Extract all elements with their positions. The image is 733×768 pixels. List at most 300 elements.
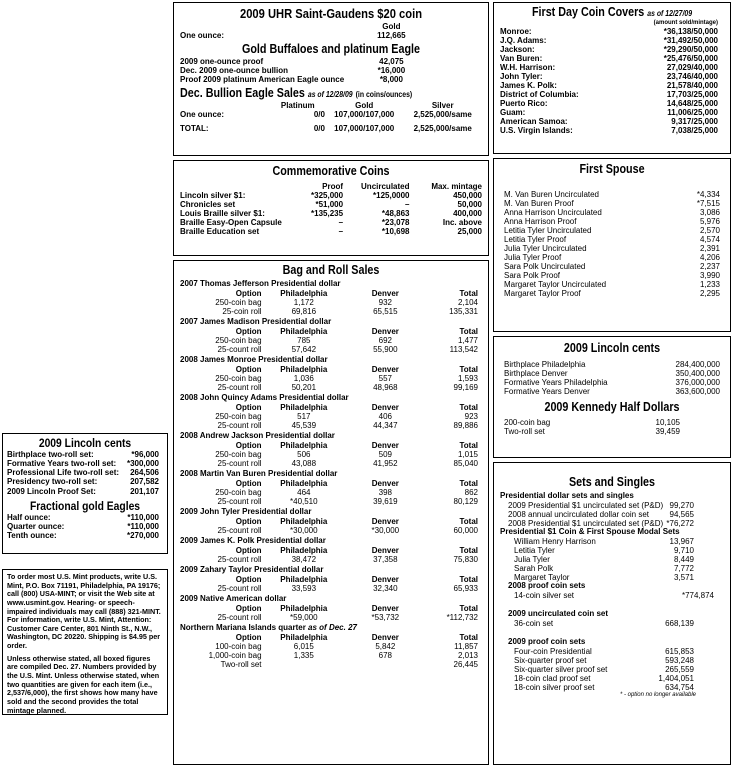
fdc-row-label: District of Columbia:	[500, 89, 579, 99]
fdc-row-value: 11,006/25,000	[667, 108, 718, 117]
lincoln-left-row	[7, 487, 163, 496]
spouse-row-value: 3,990	[699, 271, 720, 281]
sets-title: Sets and Singles	[568, 475, 656, 489]
fdc-asof: as of 12/27/09	[647, 9, 693, 18]
bag-header-denver: Denver	[371, 633, 399, 643]
buffalo-row-label: 2009 one-ounce proof	[180, 56, 264, 66]
bag-cell-philadelphia: 43,088	[291, 459, 317, 469]
bag-header-philadelphia: Philadelphia	[280, 365, 328, 375]
uhr-table	[180, 22, 482, 40]
sets-row	[500, 591, 724, 600]
bullion-row-gold: 107,000/107,000	[334, 123, 395, 133]
eagles-row-label: Half ounce:	[7, 512, 51, 522]
bag-section-table	[180, 403, 482, 430]
sets-pres-table	[500, 501, 724, 528]
commem-row-unc: *10,698	[381, 227, 410, 237]
bag-cell-philadelphia: 464	[297, 488, 311, 498]
fdc-row-value: *29,290/50,000	[663, 44, 718, 54]
bag-sections	[180, 280, 482, 669]
lincoln-row-label: Formative Years Denver	[504, 387, 590, 397]
bag-cell-denver: 678	[378, 651, 393, 661]
commem-row-proof: *51,000	[315, 200, 344, 210]
bag-cell-denver: *30,000	[371, 526, 400, 536]
bullion-row-gold: 107,000/107,000	[334, 109, 395, 119]
bag-cell-option: 25-count roll	[217, 383, 262, 393]
fdc-row-label: James K. Polk:	[500, 80, 557, 90]
bag-header-philadelphia: Philadelphia	[280, 403, 328, 413]
bag-section-title-text: 2008 John Quincy Adams Presidential dollar	[180, 393, 349, 403]
fdc-row-value: 23,746/40,000	[666, 71, 718, 81]
bag-section-title	[180, 537, 482, 546]
commem-row-max: 25,000	[457, 227, 482, 237]
bag-header-philadelphia: Philadelphia	[280, 604, 328, 614]
spouse-row-label: Letitia Tyler Uncirculated	[504, 226, 592, 236]
sets-unc09-table	[500, 619, 724, 628]
bag-cell-option: 25-count roll	[217, 459, 262, 469]
bullion-title	[180, 86, 440, 101]
commem-row-proof: –	[338, 218, 344, 228]
eagles-table	[7, 513, 163, 540]
bag-header-philadelphia: Philadelphia	[280, 479, 328, 489]
fdc-row-label: Monroe:	[500, 26, 532, 36]
commem-row-label: Louis Braille silver $1:	[180, 209, 265, 219]
fdc-row-label: Guam:	[500, 108, 526, 117]
sets-modal-table	[500, 537, 724, 582]
buffalo-row-value: *16,000	[377, 65, 406, 75]
fdc-row	[500, 117, 724, 126]
spouse-row-value: 5,976	[699, 217, 720, 227]
order-box	[2, 569, 168, 715]
spouse-row	[504, 190, 720, 199]
table-row	[180, 660, 482, 669]
sets-row	[500, 619, 724, 628]
bag-cell-total: 80,129	[453, 497, 478, 507]
bag-cell-philadelphia: 33,593	[291, 584, 317, 594]
bag-header-option: Option	[235, 604, 262, 614]
lincoln-row-value: 350,400,000	[675, 369, 720, 379]
bag-header-total: Total	[459, 403, 478, 413]
spouse-row-label: Anna Harrison Uncirculated	[504, 208, 602, 218]
commem-row-unc: –	[405, 200, 410, 210]
bag-header-denver: Denver	[371, 288, 399, 298]
kennedy-row	[504, 418, 720, 427]
bag-header-total: Total	[459, 479, 478, 489]
bag-header-row	[180, 517, 482, 526]
bag-section-table	[180, 441, 482, 468]
bag-section-title-text: 2009 James K. Polk Presidential dollar	[180, 536, 326, 546]
sets-row	[500, 537, 724, 546]
sets-row-label: Six-quarter silver proof set	[514, 665, 608, 675]
bag-section-title-text: 2007 James Madison Presidential dollar	[180, 317, 332, 327]
spouse-row-value: 2,570	[699, 226, 720, 236]
sets-proof09-head: 2009 proof coin sets	[508, 637, 586, 647]
spouse-row-value: 1,233	[699, 280, 720, 290]
bag-cell-total: 26,445	[453, 660, 478, 670]
commem-row-proof: *325,000	[311, 191, 344, 201]
commem-row-proof: *135,235	[311, 209, 344, 219]
bag-cell-option: Two-roll set	[220, 660, 262, 670]
bag-section-title-text: 2008 James Monroe Presidential dollar	[180, 355, 328, 365]
buffalo-row	[180, 66, 482, 75]
bullion-row-label: One ounce:	[180, 109, 225, 119]
table-row	[180, 642, 482, 651]
bullion-header-platinum: Platinum	[280, 100, 315, 110]
fdc-row	[500, 63, 724, 72]
bag-section-table	[180, 546, 482, 564]
table-row	[180, 459, 482, 468]
sets-row	[500, 674, 724, 683]
lincoln-row-value: 363,600,000	[675, 387, 720, 397]
bag-header-denver: Denver	[371, 441, 399, 451]
sets-row-label: Letitia Tyler	[514, 546, 555, 556]
bag-header-total: Total	[459, 327, 478, 336]
bag-cell-total: 113,542	[449, 345, 478, 355]
bag-cell-philadelphia: 45,539	[291, 421, 317, 431]
table-row	[180, 555, 482, 564]
sets-row-value: *774,874	[681, 591, 714, 601]
bag-cell-philadelphia: 517	[297, 412, 311, 422]
sets-row-value: 7,772	[673, 564, 694, 574]
bag-cell-option: 250-coin bag	[215, 297, 262, 307]
fdc-box	[493, 2, 731, 154]
bag-cell-total: 862	[464, 488, 478, 498]
sets-row-value: 94,565	[669, 509, 694, 519]
bag-cell-denver: 37,358	[373, 555, 398, 565]
bag-header-row	[180, 479, 482, 488]
kennedy-table	[504, 418, 720, 436]
bag-section-title	[180, 595, 482, 604]
spouse-row	[504, 280, 720, 289]
lincoln-left-row	[7, 477, 163, 486]
bag-header-philadelphia: Philadelphia	[280, 441, 328, 451]
buffalo-title: Gold Buffaloes and platinum Eagle	[242, 41, 420, 56]
bullion-asof: as of 12/28/09	[307, 89, 353, 99]
lincoln-left-row-label: Birthplace two-roll set:	[7, 450, 94, 460]
bag-header-total: Total	[459, 546, 478, 556]
bag-cell-total: 2,013	[457, 651, 478, 661]
sets-row	[500, 683, 724, 692]
bag-cell-denver: 398	[378, 488, 393, 498]
fdc-row	[500, 108, 724, 117]
bag-cell-philadelphia: *40,510	[290, 497, 318, 507]
bag-section-table	[180, 633, 482, 669]
bag-header-option: Option	[235, 288, 262, 298]
bag-cell-philadelphia: 57,642	[291, 345, 317, 355]
table-row	[180, 412, 482, 421]
bag-header-row	[180, 441, 482, 450]
sets-row	[500, 546, 724, 555]
fdc-row	[500, 72, 724, 81]
spouse-row	[504, 271, 720, 280]
sets-row-label: 18-coin clad proof set	[514, 674, 591, 684]
commem-title: Commemorative Coins	[272, 164, 390, 178]
lincoln-left-row-value: *96,000	[131, 450, 159, 460]
sets-row-label: 2009 Presidential $1 uncirculated set (P&D)	[508, 500, 664, 510]
lincoln-row	[504, 369, 720, 378]
bag-cell-philadelphia: 506	[297, 450, 311, 460]
lincoln-row-value: 284,400,000	[675, 360, 720, 369]
sets-row-value: 634,754	[665, 683, 694, 693]
lincoln-left-box	[2, 433, 168, 554]
bag-cell-total: 65,933	[453, 584, 478, 594]
commem-header-max: Max. mintage	[431, 182, 482, 191]
bag-cell-philadelphia: *59,000	[290, 613, 318, 623]
bag-header-denver: Denver	[371, 327, 399, 336]
bag-cell-denver: *53,732	[371, 613, 400, 623]
commem-row-unc: *23,078	[381, 218, 410, 228]
table-row	[180, 298, 482, 307]
bullion-header-silver: Silver	[431, 100, 454, 110]
commem-row	[180, 227, 482, 236]
sets-row-label: William Henry Harrison	[514, 537, 596, 546]
bag-header-option: Option	[235, 575, 262, 585]
lincoln-left-row-value: 207,582	[130, 477, 159, 487]
bag-header-row	[180, 604, 482, 613]
bag-header-option: Option	[235, 633, 262, 643]
bag-header-philadelphia: Philadelphia	[280, 546, 328, 556]
bag-section-title	[180, 280, 482, 289]
fdc-row-value: 27,029/40,000	[666, 62, 718, 72]
bag-cell-denver: 509	[378, 450, 393, 460]
lincoln-left-row	[7, 468, 163, 477]
bag-cell-philadelphia: 50,201	[291, 383, 317, 393]
table-row	[180, 450, 482, 459]
bag-section-title	[180, 318, 482, 327]
table-row	[180, 345, 482, 354]
bag-cell-denver: 39,619	[373, 497, 398, 507]
fdc-row	[500, 54, 724, 63]
bag-header-total: Total	[459, 604, 478, 614]
sets-row-value: 13,967	[669, 537, 694, 546]
bag-header-option: Option	[235, 327, 262, 336]
fdc-row	[500, 99, 724, 108]
spouse-box	[493, 158, 731, 332]
lincoln-left-table	[7, 450, 163, 495]
fdc-row-label: W.H. Harrison:	[500, 62, 556, 72]
commem-row	[180, 209, 482, 218]
bag-section-title-text: 2009 John Tyler Presidential dollar	[180, 507, 312, 517]
bag-header-total: Total	[459, 365, 478, 375]
bag-header-row	[180, 289, 482, 298]
bag-section-table	[180, 289, 482, 316]
commem-row-label: Braille Education set	[180, 227, 260, 237]
bag-section-table	[180, 365, 482, 392]
bag-cell-philadelphia: *30,000	[290, 526, 318, 536]
bag-cell-total: 11,857	[454, 642, 478, 652]
bag-cell-total: 89,886	[453, 421, 478, 431]
bag-section-table	[180, 517, 482, 535]
sets-row	[500, 555, 724, 564]
spouse-row-label: M. Van Buren Uncirculated	[504, 190, 600, 199]
table-row	[180, 497, 482, 506]
spouse-row	[504, 244, 720, 253]
order-para1: To order most U.S. Mint products, write U.S. Mint, P.O. Box 71191, Philadelphia, PA 19176; call (800) USA-MINT; or visit the Web site at www.usmint.gov. Hearing- or speech-impaired individuals may call (888) 321-MINT. For information, write U.S. Mint, Attention: Customer Care Center, 801 Ninth St., N.W., Washington, DC 20220. Shipping is $4.95 per order.	[7, 572, 161, 651]
bag-section-table	[180, 575, 482, 593]
bag-header-denver: Denver	[371, 604, 399, 614]
lincoln-row-label: Birthplace Denver	[504, 369, 568, 379]
fdc-row	[500, 90, 724, 99]
bag-cell-denver: 41,952	[373, 459, 398, 469]
bag-cell-option: 250-coin bag	[215, 336, 262, 346]
bag-cell-total: 1,015	[457, 450, 478, 460]
eagles-row-value: *270,000	[126, 531, 159, 540]
sets-row	[500, 510, 724, 519]
commem-row-label: Braille Easy-Open Capsule	[180, 218, 282, 228]
sets-row	[500, 564, 724, 573]
bag-header-row	[180, 633, 482, 642]
bag-cell-option: 25-coin roll	[222, 307, 262, 317]
buffalo-table	[180, 57, 482, 84]
bag-header-total: Total	[459, 575, 478, 585]
bag-cell-total: 923	[464, 412, 478, 422]
lincoln-row	[504, 360, 720, 369]
bag-cell-total: 75,830	[453, 555, 478, 565]
fdc-row	[500, 45, 724, 54]
buffalo-row-value: *8,000	[379, 74, 403, 84]
fdc-row-value: *25,476/50,000	[663, 53, 718, 63]
fdc-row-value: *36,138/50,000	[663, 26, 718, 36]
fdc-units: (amount sold/mintage)	[653, 20, 718, 26]
spouse-title: First Spouse	[579, 162, 645, 176]
sets-row-label: 2008 Presidential $1 uncirculated set (P&D)	[508, 519, 664, 529]
fdc-row	[500, 126, 724, 135]
bag-cell-denver: 692	[378, 336, 393, 346]
bag-cell-philadelphia: 1,335	[293, 651, 314, 661]
fdc-row-label: Jackson:	[500, 44, 535, 54]
bag-cell-philadelphia: 1,172	[293, 297, 314, 307]
bag-header-total: Total	[459, 288, 478, 298]
sets-row-label: Julia Tyler	[514, 555, 550, 565]
bullion-header-gold: Gold	[355, 100, 374, 110]
spouse-row	[504, 235, 720, 244]
sets-row-value: 1,404,051	[658, 674, 694, 684]
spouse-row-label: Letitia Tyler Proof	[504, 235, 567, 245]
bag-header-denver: Denver	[371, 546, 399, 556]
bag-cell-total: 2,104	[457, 297, 478, 307]
bag-header-option: Option	[235, 441, 262, 451]
fdc-row-label: Van Buren:	[500, 53, 543, 63]
commem-row-proof: –	[338, 227, 344, 237]
bullion-row-silver: 2,525,000/same	[413, 123, 472, 133]
lincoln-left-row	[7, 450, 163, 459]
bag-cell-philadelphia: 785	[297, 336, 311, 346]
uhr-box	[173, 2, 489, 156]
bag-section-title-text: 2008 Andrew Jackson Presidential dollar	[180, 431, 335, 441]
sets-row-value: 8,449	[673, 555, 694, 565]
spouse-row-value: 2,237	[699, 262, 720, 272]
spouse-row	[504, 262, 720, 271]
bag-section-table	[180, 604, 482, 622]
fdc-row-label: American Samoa:	[500, 117, 568, 127]
buffalo-row-label: Dec. 2009 one-ounce bullion	[180, 65, 289, 75]
sets-row-label: 14-coin silver set	[514, 591, 575, 601]
sets-unc09-head: 2009 uncirculated coin set	[508, 609, 609, 619]
bag-header-row	[180, 403, 482, 412]
sets-proof08-table	[500, 591, 724, 600]
sets-row-label: 18-coin silver proof set	[514, 683, 595, 693]
spouse-row-label: Margaret Taylor Uncirculated	[504, 280, 607, 290]
sets-row-label: Six-quarter proof set	[514, 656, 587, 666]
table-row	[180, 336, 482, 345]
uhr-gold-header: Gold	[382, 21, 401, 31]
bag-section-title	[180, 470, 482, 479]
bag-section-asof: as of Dec. 27	[308, 623, 357, 633]
eagles-row-value: *110,000	[127, 512, 159, 522]
commem-row	[180, 218, 482, 227]
spouse-row-value: 3,086	[699, 208, 720, 218]
lincoln-left-title: 2009 Lincoln cents	[38, 436, 132, 450]
spouse-row-value: *4,334	[696, 190, 720, 199]
bag-header-denver: Denver	[371, 517, 399, 527]
commem-header-proof: Proof	[322, 182, 344, 191]
sets-row-label: Margaret Taylor	[514, 573, 570, 583]
buffalo-row	[180, 75, 482, 84]
fdc-row-value: 9,317/25,000	[671, 117, 718, 127]
spouse-row	[504, 289, 720, 298]
lincoln-left-row-label: Formative Years two-roll set:	[7, 459, 117, 469]
bag-header-denver: Denver	[371, 479, 399, 489]
sets-row-value: 615,853	[665, 647, 694, 657]
fdc-row	[500, 27, 724, 36]
bag-header-philadelphia: Philadelphia	[280, 288, 328, 298]
commem-row	[180, 191, 482, 200]
lincoln-row-label: Formative Years Philadelphia	[504, 378, 608, 388]
sets-row-label: Sarah Polk	[514, 564, 554, 574]
kennedy-row	[504, 427, 720, 436]
uhr-title: 2009 UHR Saint-Gaudens $20 coin	[239, 6, 423, 21]
bag-cell-total: 1,477	[457, 336, 478, 346]
bag-section-title	[180, 432, 482, 441]
bag-cell-option: 100-coin bag	[215, 642, 262, 652]
bag-section-title	[180, 356, 482, 365]
bag-cell-total: 1,593	[457, 374, 478, 384]
bag-cell-option: 25-count roll	[217, 497, 262, 507]
bag-cell-option: 250-coin bag	[215, 488, 262, 498]
bag-cell-philadelphia: 38,472	[291, 555, 317, 565]
fdc-row-value: 7,038/25,000	[671, 126, 718, 136]
commem-row-label: Lincoln silver $1:	[180, 191, 246, 201]
lincoln-left-row-label: Presidency two-roll set:	[7, 477, 98, 487]
table-row	[180, 613, 482, 622]
spouse-row	[504, 199, 720, 208]
sets-row	[500, 656, 724, 665]
sets-row-value: 668,139	[665, 619, 694, 629]
commem-header-unc: Uncirculated	[361, 182, 410, 191]
bag-cell-denver: 44,347	[373, 421, 398, 431]
kennedy-row-label: Two-roll set	[504, 427, 545, 437]
lincoln-right-title: 2009 Lincoln cents	[563, 341, 661, 355]
sets-proof09-table	[500, 647, 724, 692]
spouse-row	[504, 253, 720, 262]
spouse-table	[504, 190, 720, 298]
bag-cell-denver: 48,968	[373, 383, 398, 393]
sets-row-value: *76,272	[666, 519, 694, 529]
spouse-row-label: Julia Tyler Proof	[504, 253, 562, 263]
fdc-row-value: 14,648/25,000	[666, 98, 718, 108]
spouse-row-value: 2,391	[699, 244, 720, 254]
eagles-row-value: *110,000	[127, 521, 159, 531]
fdc-row-label: J.Q. Adams:	[500, 35, 547, 45]
spouse-row-label: Sara Polk Proof	[504, 271, 561, 281]
bag-header-option: Option	[235, 403, 262, 413]
order-para2: Unless otherwise stated, all boxed figures are compiled Dec. 27. Numbers provided by the U.S. Mint. Unless otherwise stated, when two quantities are given for each item (i.e., 2,537/6,000), the first shows how many have sold and the second provides the total mintage planned.	[7, 653, 160, 715]
sets-box	[493, 462, 731, 765]
bag-cell-denver: 5,842	[375, 642, 396, 652]
bag-header-denver: Denver	[371, 365, 399, 375]
bag-header-philadelphia: Philadelphia	[280, 575, 328, 585]
spouse-row	[504, 208, 720, 217]
spouse-row-label: Sara Polk Uncirculated	[504, 262, 586, 272]
